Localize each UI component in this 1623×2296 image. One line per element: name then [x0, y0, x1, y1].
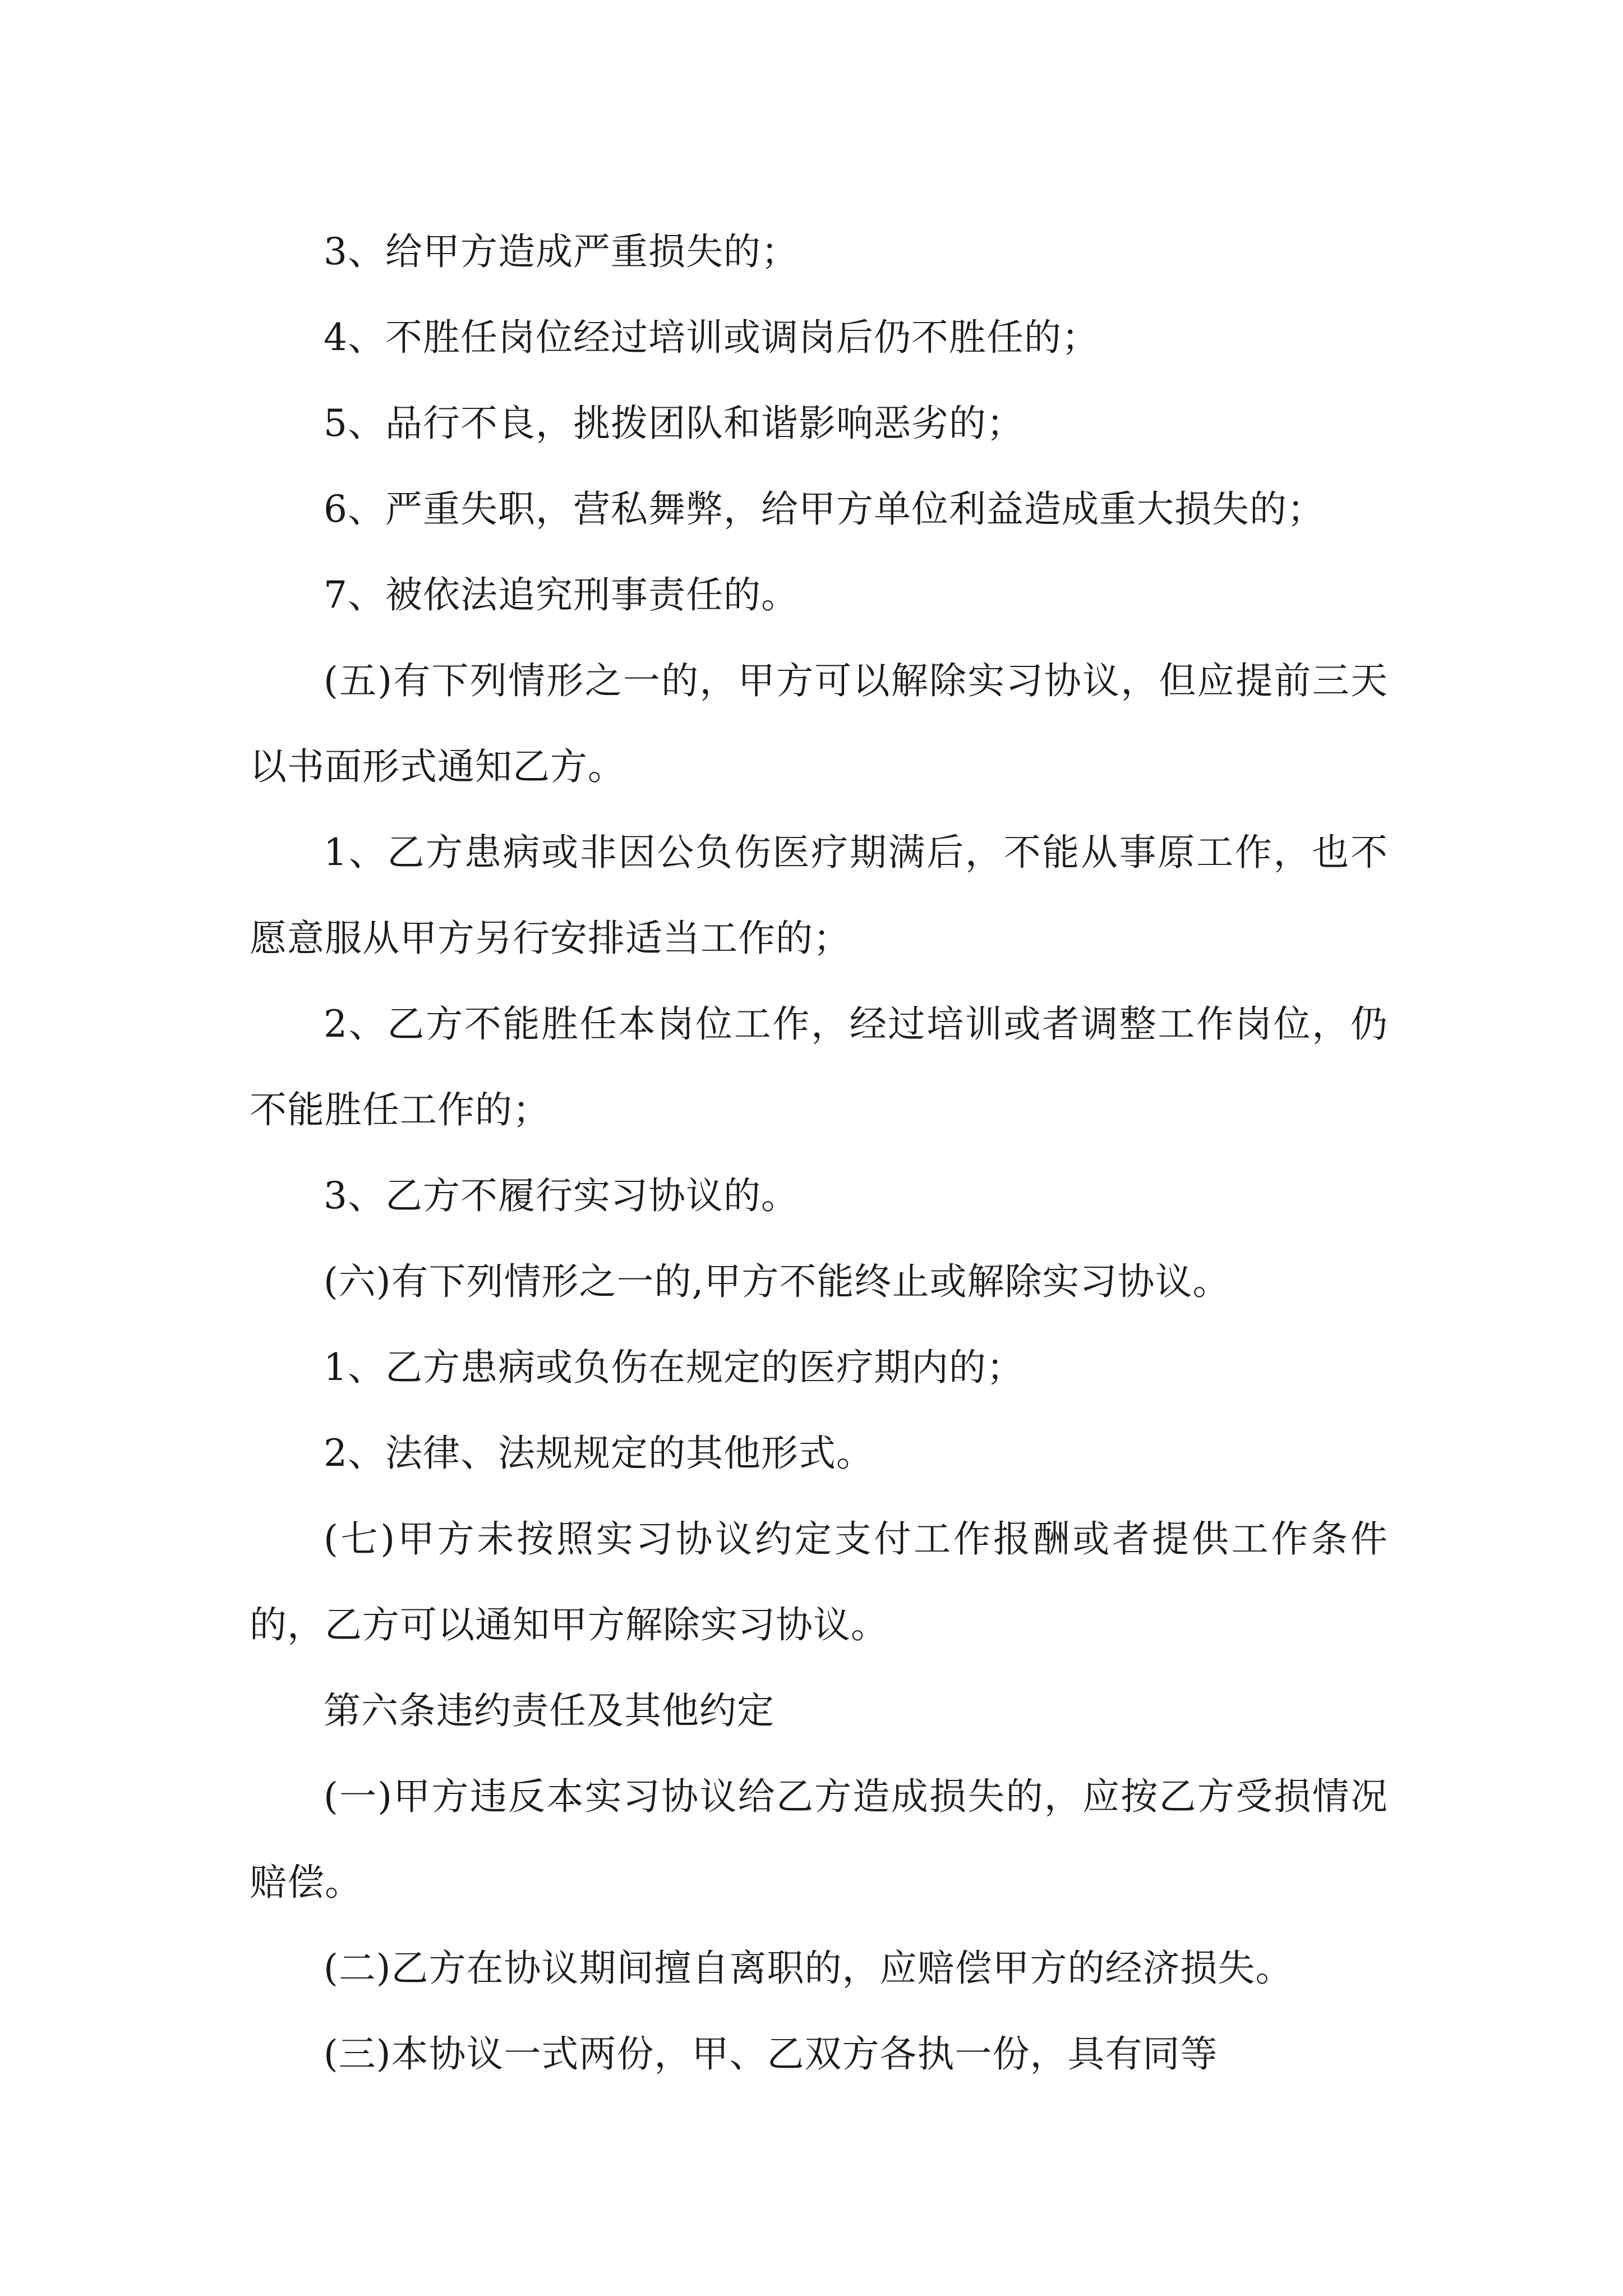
paragraph: 2、乙方不能胜任本岗位工作，经过培训或者调整工作岗位，仍不能胜任工作的； [250, 1002, 1388, 1131]
paragraph: 3、乙方不履行实习协议的。 [324, 1174, 799, 1217]
paragraph: 5、品行不良，挑拨团队和谐影响恶劣的； [324, 402, 1024, 445]
paragraph: (五)有下列情形之一的，甲方可以解除实习协议，但应提前三天以书面形式通知乙方。 [250, 659, 1388, 788]
paragraph: 7、被依法追究刑事责任的。 [324, 573, 799, 616]
paragraph: (六)有下列情形之一的,甲方不能终止或解除实习协议。 [324, 1260, 1230, 1303]
paragraph: 1、乙方患病或负伤在规定的医疗期内的； [324, 1346, 1024, 1389]
paragraph: (一)甲方违反本实习协议给乙方造成损失的，应按乙方受损情况赔偿。 [250, 1775, 1388, 1904]
paragraph: (二)乙方在协议期间擅自离职的，应赔偿甲方的经济损失。 [324, 1947, 1293, 1990]
section-heading: 第六条违约责任及其他约定 [324, 1689, 774, 1732]
paragraph: 6、严重失职，营私舞弊，给甲方单位利益造成重大损失的； [324, 487, 1325, 531]
paragraph: 4、不胜任岗位经过培训或调岗后仍不胜任的； [324, 316, 1099, 359]
paragraph: 2、法律、法规规定的其他形式。 [324, 1432, 874, 1475]
paragraph: (三)本协议一式两份，甲、乙双方各执一份，具有同等 [324, 2032, 1218, 2076]
paragraph: 1、乙方患病或非因公负伤医疗期满后，不能从事原工作，也不愿意服从甲方另行安排适当工作的； [250, 831, 1388, 960]
paragraph: (七)甲方未按照实习协议约定支付工作报酬或者提供工作条件的，乙方可以通知甲方解除实习协议。 [250, 1517, 1388, 1646]
paragraph: 3、给甲方造成严重损失的； [324, 230, 799, 273]
document-body [250, 209, 1388, 2097]
